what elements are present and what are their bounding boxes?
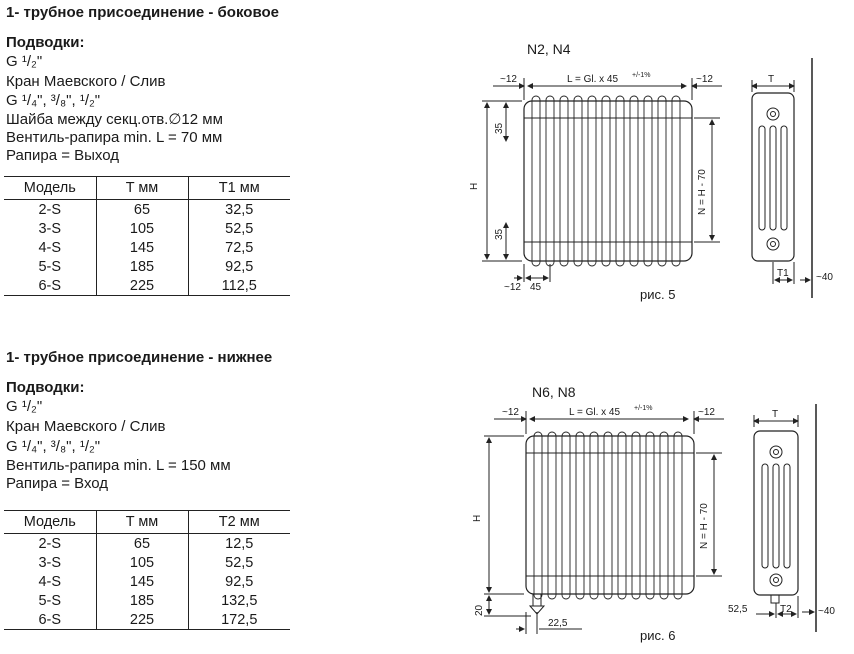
cell-t2: 52,5 <box>188 553 290 572</box>
cell-model: 3-S <box>38 220 62 237</box>
table-header-t1: T1 мм <box>188 177 290 200</box>
figure2-dim-bottom-225: 22,5 <box>548 618 568 629</box>
figure2-radiator-sections <box>534 432 682 599</box>
figure1-length-tolerance: +/-1% <box>632 72 651 79</box>
figure2-length-tolerance: +/-1% <box>634 405 653 412</box>
section2-connections-label: Подводки: <box>6 379 85 396</box>
cell-model: 6-S <box>4 610 96 630</box>
figure1-dim-bottom-45: 45 <box>530 282 542 293</box>
figure1-dim-top-offset: 35 <box>494 122 505 134</box>
figure2-model-label: N6, N8 <box>532 384 576 400</box>
figure1-caption: рис. 5 <box>640 287 676 302</box>
cell-t: 225 <box>96 610 188 630</box>
section2-line-3: G ¹/₄", ³/₈", ¹/₂" <box>6 438 101 455</box>
cell-model: 2-S <box>38 201 62 218</box>
section2-title: 1- трубное присоединение - нижнее <box>6 349 273 366</box>
cell-t: 145 <box>96 238 188 257</box>
figure2-drawing <box>472 384 835 643</box>
section1-line-6: Рапира = Выход <box>6 147 120 164</box>
table-header-t: T мм <box>96 511 188 534</box>
figure1-model-label: N2, N4 <box>527 41 571 57</box>
figure1-length-label: L = Gl. x 45 <box>567 74 619 85</box>
figure1-dim-t1: T1 <box>777 268 789 279</box>
cell-t: 65 <box>96 200 188 220</box>
figure2-dim-t2: T2 <box>780 604 792 615</box>
figure1-radiator-sections <box>532 96 680 266</box>
cell-t1: 112,5 <box>188 276 290 296</box>
section2-line-1: G ¹/₂" <box>6 398 43 415</box>
cell-model: 4-S <box>38 573 62 590</box>
figure1-drawing <box>469 41 833 302</box>
section1-line-1: G ¹/₂" <box>6 53 43 70</box>
figure2-dim-height: H <box>472 514 483 522</box>
figure1-dim-margin-right: ~12 <box>696 74 713 85</box>
figure2-dim-margin-right: ~12 <box>698 407 715 418</box>
figure1-dim-depth: T <box>768 74 775 85</box>
section1-line-4: Шайба между секц.отв.∅12 мм <box>6 111 223 128</box>
cell-t2: 92,5 <box>188 572 290 591</box>
figure2-dim-bottom-20: 20 <box>474 604 485 616</box>
cell-model: 2-S <box>38 535 62 552</box>
section1-title: 1- трубное присоединение - боковое <box>6 4 279 21</box>
cell-t2: 132,5 <box>188 591 290 610</box>
section1-line-5: Вентиль-рапира min. L = 70 мм <box>6 129 223 146</box>
cell-t1: 32,5 <box>188 200 290 220</box>
section1-line-2: Кран Маевского / Слив <box>6 73 166 90</box>
figure2-dim-margin-left: ~12 <box>502 407 519 418</box>
figure2-dim-center: N = H - 70 <box>699 503 710 549</box>
cell-t1: 72,5 <box>188 238 290 257</box>
cell-t2: 12,5 <box>188 534 290 554</box>
cell-t: 65 <box>96 534 188 554</box>
cell-t: 185 <box>96 257 188 276</box>
section2-line-2: Кран Маевского / Слив <box>6 418 166 435</box>
cell-t: 225 <box>96 276 188 296</box>
cell-t: 185 <box>96 591 188 610</box>
figure1-dim-height: H <box>469 182 480 190</box>
table-header-model: Модель <box>4 177 96 200</box>
figure1-dim-bottom-offset: 35 <box>494 228 505 240</box>
cell-t: 145 <box>96 572 188 591</box>
cell-t: 105 <box>96 219 188 238</box>
cell-model: 3-S <box>38 554 62 571</box>
figure2-dim-wall: ~40 <box>818 606 835 617</box>
cell-t1: 52,5 <box>188 219 290 238</box>
figure2-caption: рис. 6 <box>640 628 676 643</box>
figure1-dim-margin-left: ~12 <box>500 74 517 85</box>
figure2-dim-side-525: 52,5 <box>728 604 748 615</box>
section1-connections-label: Подводки: <box>6 34 85 51</box>
cell-model: 5-S <box>38 258 62 275</box>
cell-model: 6-S <box>4 276 96 296</box>
figure2-length-label: L = Gl. x 45 <box>569 407 621 418</box>
figure1-dim-wall: ~40 <box>816 272 833 283</box>
section2-line-5: Рапира = Вход <box>6 475 109 492</box>
cell-t: 105 <box>96 553 188 572</box>
cell-model: 4-S <box>38 239 62 256</box>
table-header-model: Модель <box>4 511 96 534</box>
figure1-dim-bottom-left: ~12 <box>504 282 521 293</box>
section1-line-3: G ¹/₄", ³/₈", ¹/₂" <box>6 92 101 109</box>
cell-model: 5-S <box>38 592 62 609</box>
cell-t2: 172,5 <box>188 610 290 630</box>
cell-t1: 92,5 <box>188 257 290 276</box>
table-header-t2: T2 мм <box>188 511 290 534</box>
figure1-dim-center: N = H - 70 <box>697 169 708 215</box>
table-header-t: T мм <box>96 177 188 200</box>
section2-line-4: Вентиль-рапира min. L = 150 мм <box>6 457 231 474</box>
figure2-dim-depth: T <box>772 409 779 420</box>
